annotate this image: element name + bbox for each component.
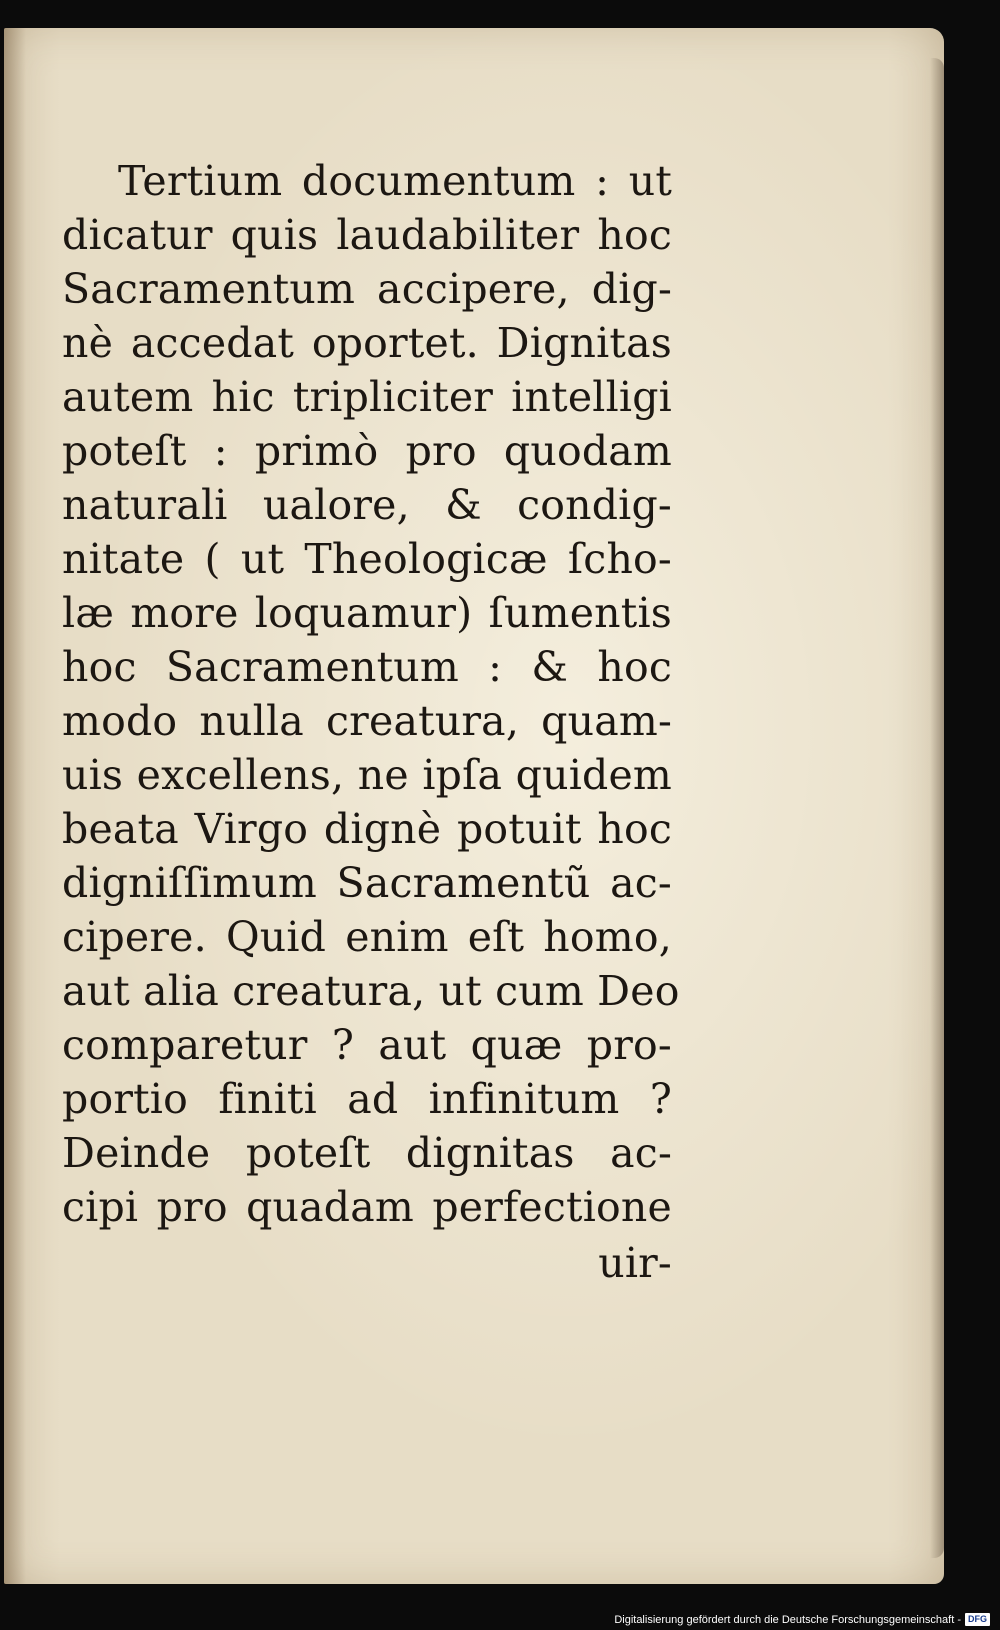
book-page xyxy=(4,28,944,1584)
text-line: uis excellens, ne ipſa quidem xyxy=(62,751,672,799)
text-line: nè accedat oportet. Dignitas xyxy=(62,319,672,367)
text-line: Sacramentum accipere, dig- xyxy=(62,265,672,313)
text-line: dicatur quis laudabiliter hoc xyxy=(62,211,672,259)
text-line: portio finiti ad infinitum ? xyxy=(62,1075,672,1123)
text-line: poteſt : primò pro quodam xyxy=(62,427,672,475)
text-line: beata Virgo dignè potuit hoc xyxy=(62,805,672,853)
text-line: modo nulla creatura, quam- xyxy=(62,697,672,745)
text-line: digniſſimum Sacramentũ ac- xyxy=(62,859,672,907)
text-line: Tertium documentum : ut xyxy=(118,157,672,205)
text-line: Deinde poteſt dignitas ac- xyxy=(62,1129,672,1177)
page-text-block xyxy=(62,154,680,1290)
dfg-logo: DFG xyxy=(965,1613,990,1626)
catchword: uir- xyxy=(598,1239,672,1287)
text-line: naturali ualore, & condig- xyxy=(62,481,672,529)
text-line: cipere. Quid enim eſt homo, xyxy=(62,913,672,961)
credit-text: Digitalisierung gefördert durch die Deutsche Forschungsgemeinschaft - xyxy=(614,1613,961,1626)
text-line: cipi pro quadam perfectione xyxy=(62,1183,672,1231)
digitization-credit xyxy=(614,1613,990,1626)
text-line: comparetur ? aut quæ pro- xyxy=(62,1021,672,1069)
text-line: aut alia creatura, ut cum Deo xyxy=(62,967,680,1015)
text-line: hoc Sacramentum : & hoc xyxy=(62,643,672,691)
page-edge-shadow xyxy=(930,58,944,1558)
page-gutter-shadow xyxy=(4,28,26,1584)
text-line: autem hic tripliciter intelligi xyxy=(62,373,672,421)
text-line: læ more loquamur) ſumentis xyxy=(62,589,672,637)
text-line: nitate ( ut Theologicæ ſcho- xyxy=(62,535,672,583)
